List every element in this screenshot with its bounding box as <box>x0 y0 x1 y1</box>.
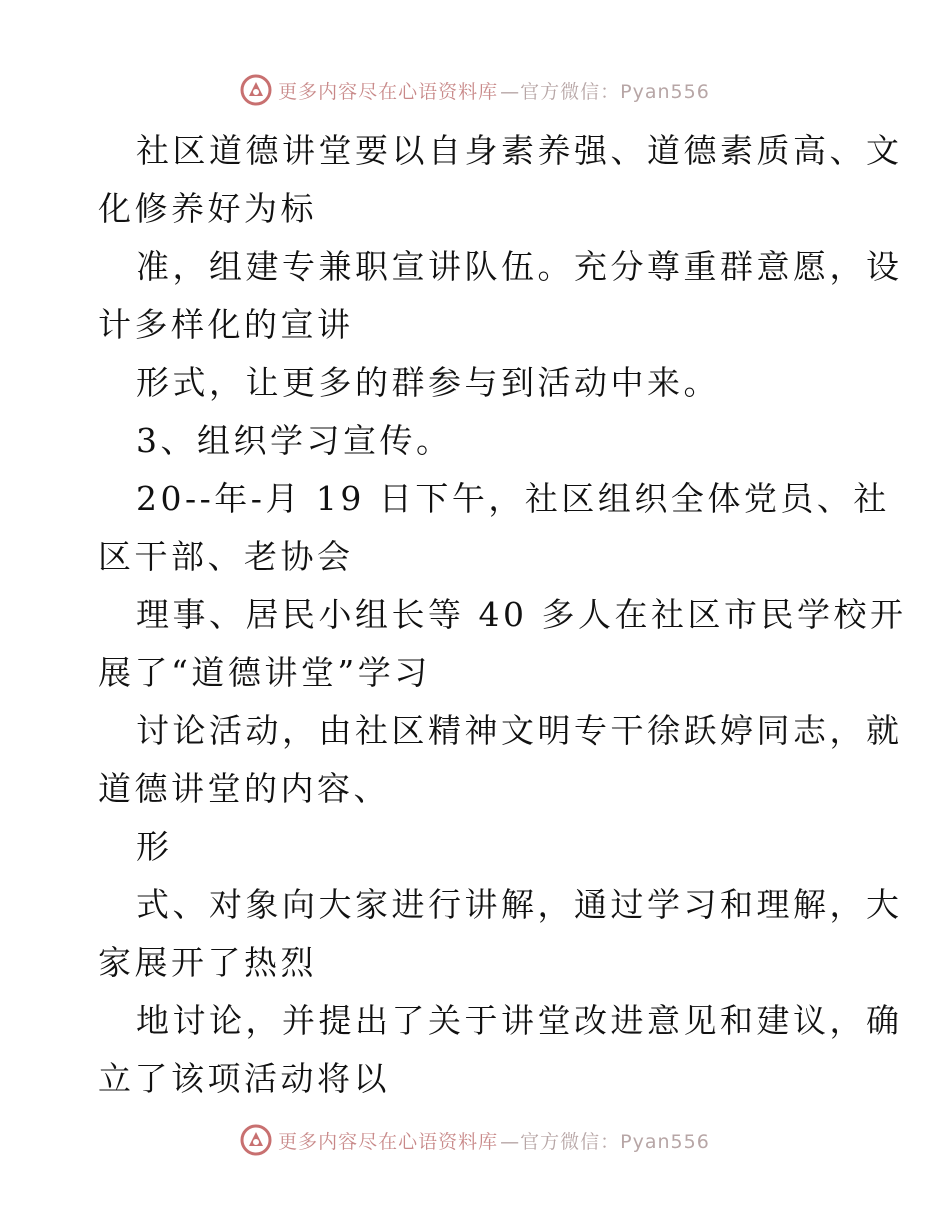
text-line: 理事、居民小组长等 40 多人在社区市民学校开 <box>136 595 907 634</box>
text-line: 形 <box>136 827 173 866</box>
text-line: 展了“道德讲堂”学习 <box>98 653 431 692</box>
footer-banner <box>0 1120 950 1160</box>
text-line: 形式，让更多的群参与到活动中来。 <box>136 363 720 402</box>
text-line: 立了该项活动将以 <box>98 1059 390 1098</box>
text-line: 社区道德讲堂要以自身素养强、道德素质高、文 <box>136 131 903 170</box>
text-line: 讨论活动，由社区精神文明专干徐跃婷同志，就 <box>136 711 903 750</box>
text-line: 准，组建专兼职宣讲队伍。充分尊重群意愿，设 <box>136 247 903 286</box>
text-line: 式、对象向大家进行讲解，通过学习和理解，大 <box>136 885 903 924</box>
banner-text: 更多内容尽在心语资料库 <box>278 1130 499 1153</box>
seal-logo-icon <box>240 74 272 106</box>
banner-wechat: —官方微信：Pyan556 <box>500 80 710 103</box>
text-line: 化修养好为标 <box>98 189 317 228</box>
document-body <box>98 122 907 1108</box>
text-line: 区干部、老协会 <box>98 537 354 576</box>
text-line: 道德讲堂的内容、 <box>98 769 390 808</box>
banner-wechat: —官方微信：Pyan556 <box>500 1130 710 1153</box>
text-line: 3、组织学习宣传。 <box>136 421 453 460</box>
text-line: 计多样化的宣讲 <box>98 305 354 344</box>
header-banner <box>0 70 950 110</box>
seal-logo-icon <box>240 1124 272 1156</box>
text-line: 家展开了热烈 <box>98 943 317 982</box>
text-line: 20--年-月 19 日下午，社区组织全体党员、社 <box>136 479 890 518</box>
banner-text: 更多内容尽在心语资料库 <box>278 80 499 103</box>
text-line: 地讨论，并提出了关于讲堂改进意见和建议，确 <box>136 1001 903 1040</box>
